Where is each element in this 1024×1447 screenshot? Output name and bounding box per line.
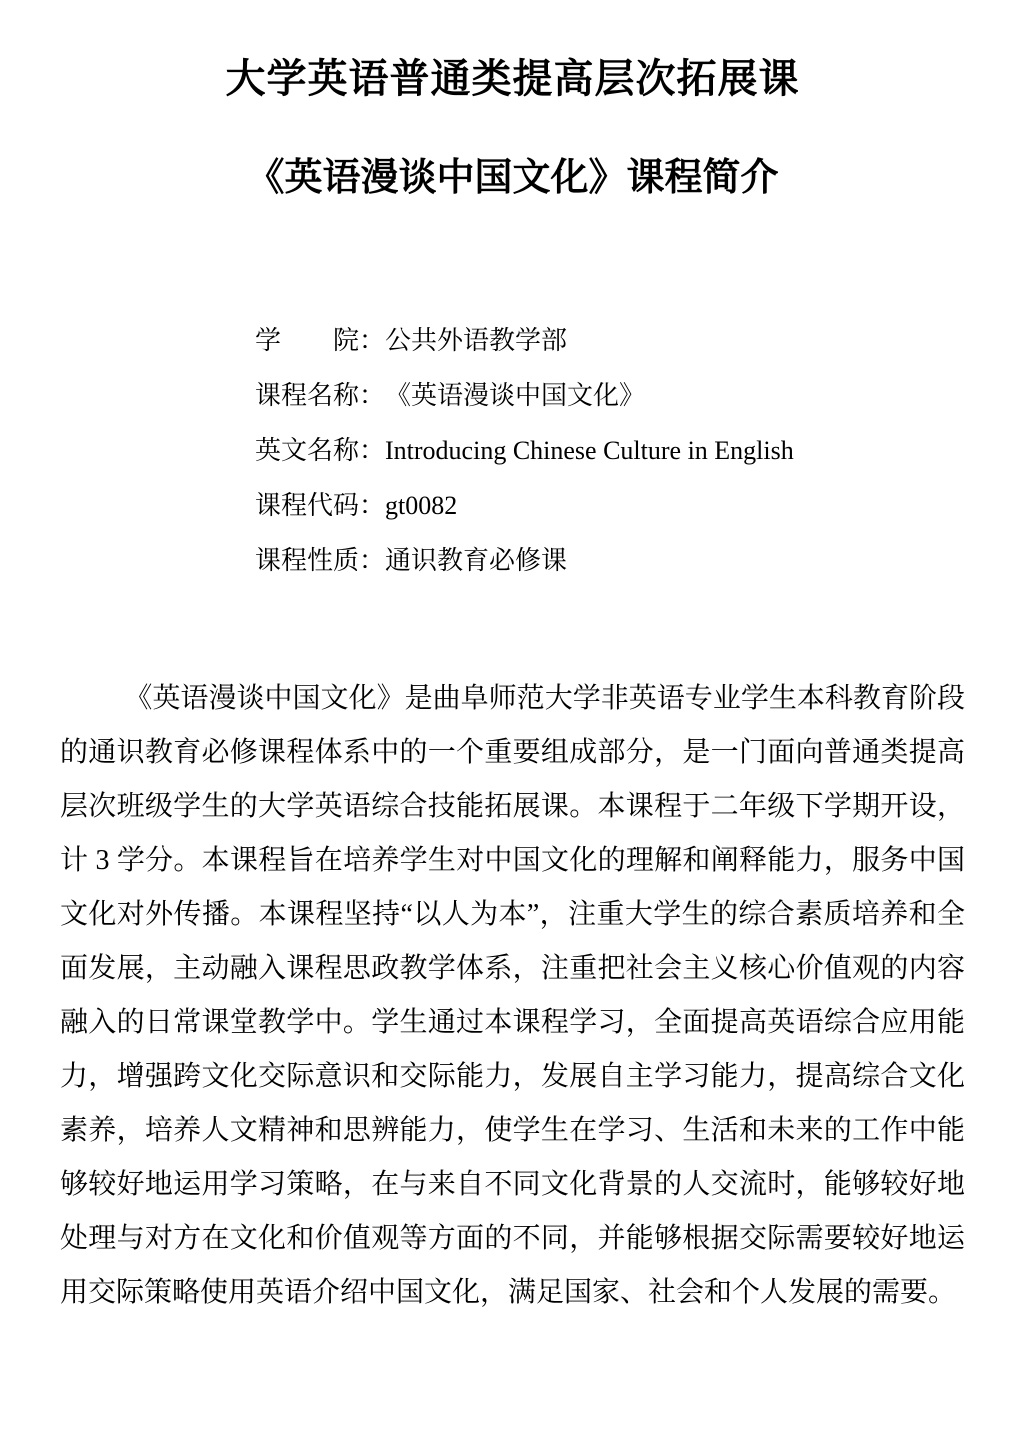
info-value-english-name: Introducing Chinese Culture in English: [385, 436, 794, 465]
info-value-course-code: gt0082: [385, 491, 458, 520]
info-separator: ：: [359, 491, 386, 520]
info-value-course-type: 通识教育必修课: [385, 546, 568, 575]
info-row-course-code: [255, 478, 965, 533]
course-description-paragraph: 《英语漫谈中国文化》是曲阜师范大学非英语专业学生本科教育阶段的通识教育必修课程体系中的一个重要组成部分，是一门面向普通类提高层次班级学生的大学英语综合技能拓展课。本课程于二年级下学期开设，计 3 学分。本课程旨在培养学生对中国文化的理解和阐释能力，服务中国文化对外传播。本课程坚持“以人为本”，注重大学生的综合素质培养和全面发展，主动融入课程思政教学体系，注重把社会主义核心价值观的内容融入的日常课堂教学中。学生通过本课程学习，全面提高英语综合应用能力，增强跨文化交际意识和交际能力，发展自主学习能力，提高综合文化素养，培养人文精神和思辨能力，使学生在学习、生活和未来的工作中能够较好地运用学习策略，在与来自不同文化背景的人交流时，能够较好地处理与对方在文化和价值观等方面的不同，并能够根据交际需要较好地运用交际策略使用英语介绍中国文化，满足国家、社会和个人发展的需要。: [60, 683, 965, 1308]
info-separator: ：: [359, 436, 386, 465]
info-row-english-name: [255, 423, 965, 478]
info-row-course-type: [255, 533, 965, 588]
course-info-list: [255, 313, 965, 588]
info-value-department: 公共外语教学部: [385, 326, 568, 355]
page-subtitle: 《英语漫谈中国文化》课程简介: [246, 157, 779, 199]
info-label-department: 学院: [255, 326, 359, 355]
info-row-course-name: [255, 368, 965, 423]
page-title: 大学英语普通类提高层次拓展课: [225, 57, 800, 101]
info-label-course-type: 课程性质: [255, 546, 360, 575]
info-label-course-code: 课程代码: [255, 491, 360, 520]
info-separator: ：: [359, 546, 386, 575]
info-value-course-name: 《英语漫谈中国文化》: [385, 381, 646, 410]
info-separator: ：: [359, 381, 386, 410]
info-row-department: [255, 313, 965, 368]
info-label-course-name: 课程名称: [255, 381, 360, 410]
info-label-english-name: 英文名称: [255, 436, 360, 465]
info-separator: ：: [359, 326, 386, 355]
